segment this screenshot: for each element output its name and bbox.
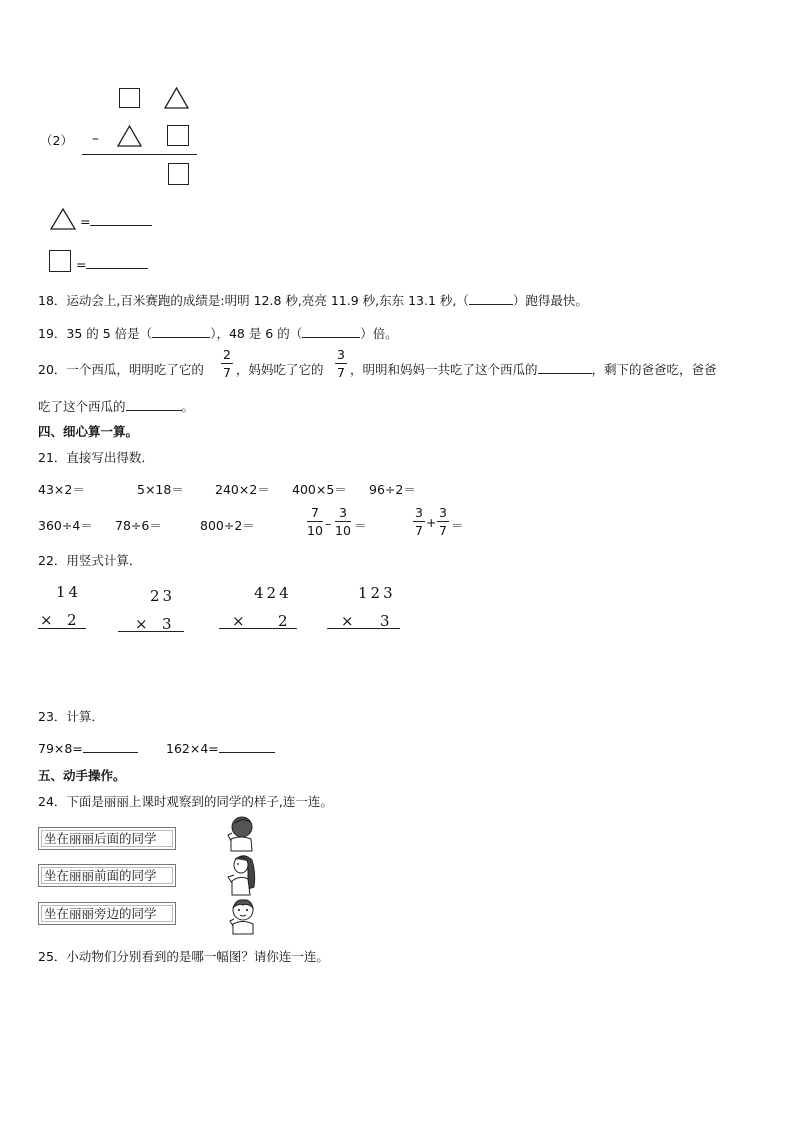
- puzzle-triangle-middle: [117, 125, 142, 147]
- q19-text-1: 19．35 的 5 倍是（: [38, 326, 153, 341]
- q20-text-1: 20．一个西瓜，明明吃了它的: [38, 362, 204, 377]
- q19-text-2: ），48 是 6 的（: [210, 326, 303, 341]
- boy-back-view-icon[interactable]: [225, 815, 257, 853]
- q23-expr1-text: 79×8=: [38, 741, 83, 756]
- frac-num: 3: [339, 505, 347, 520]
- q18-text-end: ）跑得最快。: [512, 293, 588, 308]
- frac-den: 10: [335, 523, 351, 538]
- puzzle-square-top: [119, 88, 140, 108]
- q18-text: 18．运动会上,百米赛跑的成绩是:明明 12.8 秒,亮亮 11.9 秒,东东 13.1 秒,（: [38, 293, 469, 308]
- q21-item: 240×2＝: [215, 482, 270, 497]
- triangle-answer-blank[interactable]: [90, 213, 152, 226]
- vertical-line: [118, 631, 184, 632]
- q22-title: 22．用竖式计算．: [38, 553, 142, 568]
- q21-item: 96÷2＝: [369, 482, 416, 497]
- answer-triangle-icon: [50, 208, 76, 230]
- q21-frac-a-op: –: [325, 516, 332, 531]
- q21-item: 360÷4＝: [38, 518, 93, 533]
- q21-frac-b-eq: ＝: [451, 518, 464, 533]
- q21-title: 21．直接写出得数．: [38, 450, 154, 465]
- times-sign: ×: [232, 612, 248, 630]
- q20-text-3: ，明明和妈妈一共吃了这个西瓜的: [350, 362, 538, 377]
- answer-square-icon: [49, 250, 71, 272]
- frac-num: 3: [439, 505, 447, 520]
- q20-line2-text: 吃了这个西瓜的: [38, 399, 126, 414]
- q21-item: 800÷2＝: [200, 518, 255, 533]
- vertical-bottom-number: 3: [380, 612, 393, 630]
- times-sign: ×: [341, 612, 357, 630]
- q24-title: 24．下面是丽丽上课时观察到的同学的样子,连一连。: [38, 794, 333, 809]
- q20-frac2-num: 3: [337, 347, 345, 362]
- q23-title: 23．计算．: [38, 709, 104, 724]
- q23-expr-2: [166, 740, 275, 756]
- label-behind[interactable]: 坐在丽丽后面的同学: [38, 827, 176, 850]
- vertical-top-number: 123: [358, 584, 396, 602]
- question-19: [38, 324, 398, 342]
- q25-title: 25．小动物们分别看到的是哪一幅图？请你连一连。: [38, 949, 329, 964]
- puzzle-square-result: [168, 163, 189, 185]
- q20-frac2-den: 7: [337, 365, 345, 380]
- q20-fraction-2: [335, 347, 347, 380]
- q20-line-1-end: [350, 360, 717, 378]
- label-beside[interactable]: 坐在丽丽旁边的同学: [38, 902, 176, 925]
- frac-den: 7: [415, 523, 423, 538]
- frac-den: 7: [439, 523, 447, 538]
- q20-blank-2[interactable]: [126, 398, 182, 411]
- boy-front-view-icon[interactable]: [228, 897, 258, 935]
- q20-frac1-num: 2: [223, 347, 231, 362]
- triangle-answer: [80, 213, 152, 229]
- square-eq: =: [76, 257, 87, 272]
- q23-blank-2[interactable]: [219, 740, 275, 753]
- q19-blank-2[interactable]: [302, 325, 360, 338]
- times-sign: ×: [40, 611, 56, 629]
- frac-num: 3: [415, 505, 423, 520]
- q23-blank-1[interactable]: [83, 740, 138, 753]
- q21-frac-a-eq: ＝: [354, 518, 367, 533]
- vertical-line: [219, 628, 297, 629]
- fraction-bar: [221, 363, 233, 364]
- question-18: [38, 291, 588, 309]
- puzzle-square-middle: [167, 125, 189, 146]
- q21-frac-a-1: [307, 505, 323, 538]
- fraction-bar: [437, 521, 449, 522]
- q21-frac-b-op: +: [426, 515, 437, 530]
- vertical-top-number: 23: [150, 587, 176, 605]
- vertical-top-number: 424: [254, 584, 292, 602]
- vertical-line: [38, 628, 86, 629]
- q21-item: 43×2＝: [38, 482, 85, 497]
- q18-blank[interactable]: [469, 292, 513, 305]
- q19-text-3: ）倍。: [360, 326, 398, 341]
- q20-line-2: [38, 397, 194, 415]
- q23-expr-1: [38, 740, 138, 756]
- puzzle-triangle-top: [164, 87, 189, 109]
- vertical-top-number: 14: [56, 583, 82, 601]
- q21-frac-b-2: [437, 505, 449, 538]
- q21-frac-b-1: [413, 505, 425, 538]
- section-5-title: 五、动手操作。: [38, 768, 126, 783]
- times-sign: ×: [135, 615, 151, 633]
- vertical-bottom-number: 3: [162, 615, 175, 633]
- triangle-eq: =: [80, 214, 91, 229]
- q20-fraction-1: [221, 347, 233, 380]
- fraction-bar: [307, 521, 323, 522]
- puzzle-result-line: [82, 154, 197, 155]
- q23-expr2-text: 162×4=: [166, 741, 219, 756]
- section-4-title: 四、细心算一算。: [38, 424, 139, 439]
- fraction-bar: [335, 521, 351, 522]
- label-in-front[interactable]: 坐在丽丽前面的同学: [38, 864, 176, 887]
- vertical-bottom-number: 2: [278, 612, 291, 630]
- q20-text-2: ，妈妈吃了它的: [236, 362, 324, 377]
- q21-item: 400×5＝: [292, 482, 347, 497]
- q21-item: 78÷6＝: [115, 518, 162, 533]
- q20-line2-end: 。: [181, 399, 195, 414]
- q19-blank-1[interactable]: [152, 325, 210, 338]
- fraction-bar: [413, 521, 425, 522]
- q20-text-4: ，剩下的爸爸吃，爸爸: [591, 362, 717, 377]
- girl-side-view-icon[interactable]: [226, 853, 258, 897]
- square-answer: [76, 256, 148, 272]
- square-answer-blank[interactable]: [86, 256, 148, 269]
- q21-frac-a-2: [335, 505, 351, 538]
- vertical-bottom-number: 2: [67, 611, 80, 629]
- frac-den: 10: [307, 523, 323, 538]
- fraction-bar: [335, 363, 347, 364]
- q21-item: 5×18＝: [137, 482, 184, 497]
- vertical-line: [327, 628, 400, 629]
- frac-num: 7: [311, 505, 319, 520]
- minus-sign: –: [92, 131, 99, 147]
- q20-blank-1[interactable]: [538, 361, 592, 374]
- part-label: （2）: [40, 133, 73, 148]
- q20-frac1-den: 7: [223, 365, 231, 380]
